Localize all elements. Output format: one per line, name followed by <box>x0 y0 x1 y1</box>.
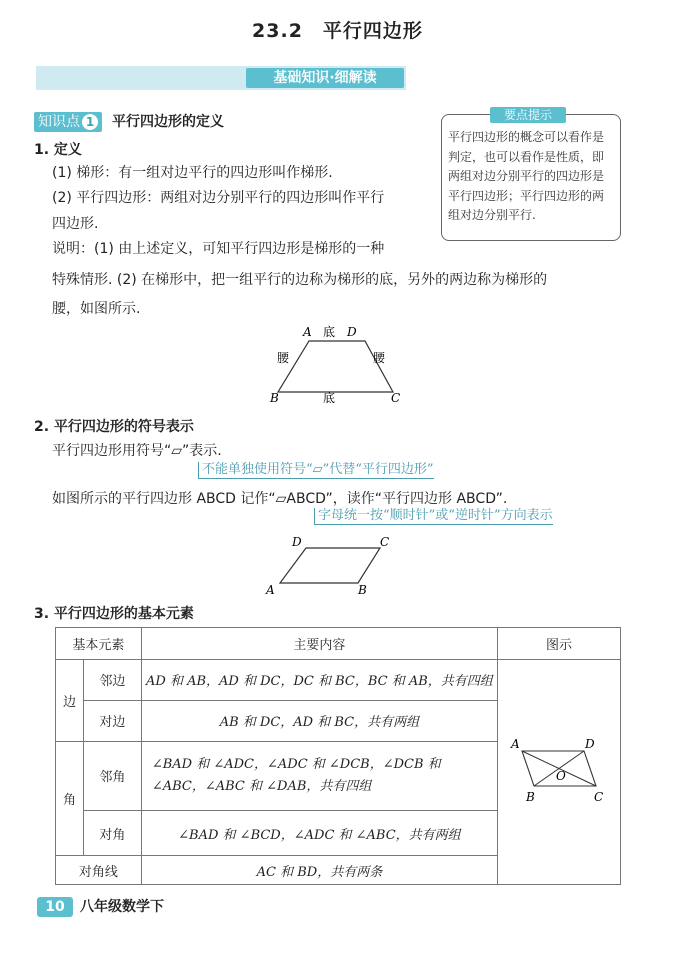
fig-label-c: C <box>594 789 604 804</box>
fig-label-a: A <box>511 736 520 751</box>
trap-label-d: D <box>347 325 357 339</box>
group-side: 边 <box>56 659 84 741</box>
knowledge-point-badge-text: 知识点 <box>38 114 80 130</box>
para-label-d: D <box>292 535 302 549</box>
handwritten-hint-1: 不能单独使用符号“▱”代替“平行四边形” <box>198 462 434 479</box>
para-label-c: C <box>380 535 390 549</box>
row-content: ∠BAD 和 ∠BCD，∠ADC 和 ∠ABC，共有两组 <box>141 811 497 856</box>
row-content: AD 和 AB，AD 和 DC，DC 和 BC，BC 和 AB，共有四组 <box>141 659 497 700</box>
section-label: 基础知识·细解读 <box>246 68 404 88</box>
section-1-heading: 1. 定义 <box>34 142 82 158</box>
trap-label-right: 腰 <box>373 351 386 365</box>
table-header-element: 基本元素 <box>56 628 142 660</box>
trap-label-bottom: 底 <box>323 391 336 405</box>
fig-label-d: D <box>585 736 595 751</box>
symbol-line: 平行四边形用符号“▱”表示. <box>52 443 222 459</box>
knowledge-point-title: 平行四边形的定义 <box>112 114 224 130</box>
explanation-line-2: 特殊情形. (2) 在梯形中，把一组平行的边称为梯形的底，另外的两边称为梯形的 <box>52 272 548 288</box>
table-header-content: 主要内容 <box>141 628 497 660</box>
section-3-heading: 3. 平行四边形的基本元素 <box>34 606 194 622</box>
definition-parallelogram: (2) 平行四边形：两组对边分别平行的四边形叫作平行 <box>52 190 385 206</box>
para-label-a: A <box>266 583 275 597</box>
row-content: AB 和 DC，AD 和 BC，共有两组 <box>141 700 497 741</box>
notation-line: 如图所示的平行四边形 ABCD 记作“▱ABCD”，读作“平行四边形 ABCD”. <box>52 491 508 507</box>
page-number: 10 <box>37 897 73 917</box>
trapezoid-figure <box>255 320 425 410</box>
row-content: ∠BAD 和 ∠ADC，∠ADC 和 ∠DCB，∠DCB 和 ∠ABC，∠ABC 和 ∠DAB，共有四组 <box>141 741 497 811</box>
row-content: AC 和 BD，共有两条 <box>141 856 497 885</box>
handwritten-hint-2: 字母统一按“顺时针”或“逆时针”方向表示 <box>314 508 553 525</box>
tip-text: 平行四边形的概念可以看作是判定，也可以看作是性质，即两组对边分别平行的四边形是平行四边形；平行四边形的两组对边分别平行. <box>448 130 605 222</box>
parallelogram-diagonals-figure <box>504 730 614 810</box>
row-label: 对角 <box>83 811 141 856</box>
table-header-row <box>56 628 621 660</box>
elements-table <box>55 627 621 885</box>
explanation-line-3: 腰，如图所示. <box>52 301 141 317</box>
row-label: 邻角 <box>83 741 141 811</box>
row-label: 对边 <box>83 700 141 741</box>
trap-label-left: 腰 <box>277 351 290 365</box>
row-label: 邻边 <box>83 659 141 700</box>
explanation-line-1: 说明：(1) 由上述定义，可知平行四边形是梯形的一种 <box>52 241 385 257</box>
definition-trapezoid: (1) 梯形：有一组对边平行的四边形叫作梯形. <box>52 165 333 181</box>
definition-parallelogram-cont: 四边形. <box>52 216 99 232</box>
knowledge-point-number: 1 <box>82 114 98 130</box>
book-title: 八年级数学下 <box>80 899 164 915</box>
trap-label-top: 底 <box>323 325 336 339</box>
table-row <box>56 659 621 700</box>
table-header-figure: 图示 <box>498 628 621 660</box>
trap-label-b: B <box>270 391 279 405</box>
parallelogram-figure <box>262 533 402 599</box>
fig-label-b: B <box>526 789 535 804</box>
section-2-heading: 2. 平行四边形的符号表示 <box>34 419 194 435</box>
knowledge-point-badge <box>34 112 102 132</box>
fig-label-o: O <box>556 768 566 783</box>
figure-cell <box>498 659 621 884</box>
trap-label-c: C <box>391 391 401 405</box>
trap-label-a: A <box>303 325 312 339</box>
row-label: 对角线 <box>56 856 142 885</box>
tip-label: 要点提示 <box>490 107 566 123</box>
para-label-b: B <box>358 583 367 597</box>
group-angle: 角 <box>56 741 84 856</box>
page-title: 23.2 平行四边形 <box>252 20 423 42</box>
